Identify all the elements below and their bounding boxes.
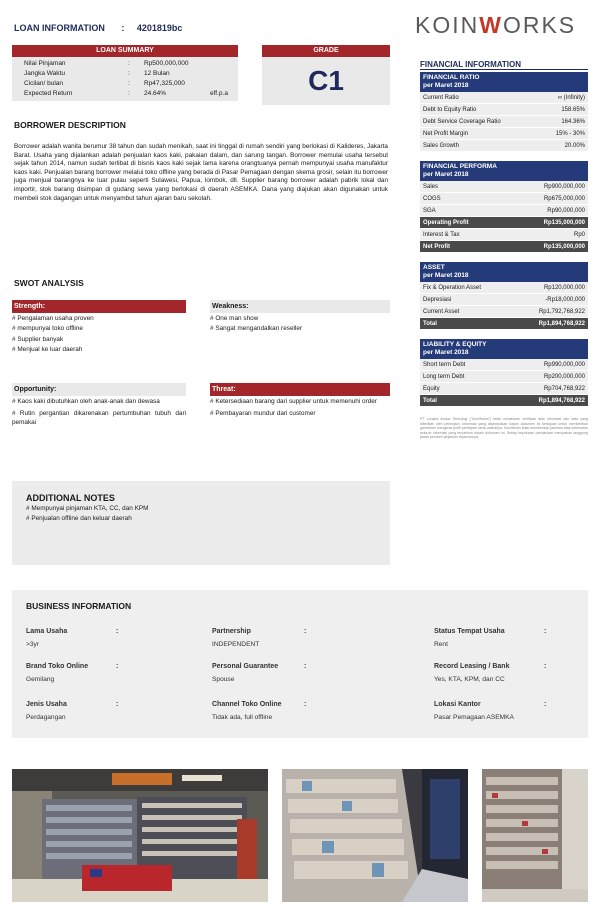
table-row: Operating Profit Rp135,000,000 <box>420 217 588 229</box>
list-item: # One man show <box>210 315 259 322</box>
store-photo-1 <box>12 769 268 902</box>
financial-ratio-header: FINANCIAL RATIO per Maret 2018 <box>420 72 588 92</box>
grade-title: GRADE <box>262 45 390 57</box>
table-row: Total Rp1,894,768,922 <box>420 395 588 407</box>
biz-value: INDEPENDENT <box>212 641 260 648</box>
list-item: # Pembayaran mundur dari customer <box>210 410 316 418</box>
table-row: Short term Debt Rp990,000,000 <box>420 359 588 371</box>
business-information: BUSINESS INFORMATION Lama Usaha : >3yr Brand Toko Online : Gemilang Jenis Usaha : Perdagangan Partnership : INDEPENDENT Personal Guarantee : Spouse Channel Toko Online : Tidak ada, full offline Status Tempat Usaha : Rent Record Leasing / Bank : Yes, KTA, KPM, dan CC Lokasi Kantor : Pasar Pemagaan ASEMKA <box>12 590 588 738</box>
table-row: Debt Service Coverage Ratio 164.36% <box>420 116 588 128</box>
list-item: # Rutin pergantian dikarenakan pertumbuhan tubuh dari pemakai <box>12 410 186 426</box>
store-photo-2 <box>282 769 468 902</box>
additional-notes <box>12 481 390 565</box>
loan-id: 4201819bc <box>136 23 183 33</box>
biz-label: Status Tempat Usaha <box>434 628 505 635</box>
loan-summary <box>12 45 238 101</box>
asset-header: ASSET per Maret 2018 <box>420 262 588 282</box>
biz-label: Brand Toko Online <box>26 663 89 670</box>
grade-box <box>262 45 390 105</box>
swot-strength <box>12 300 186 355</box>
table-row: Total Rp1,894,768,922 <box>420 318 588 330</box>
list-item: # Ketersediaan barang dari supplier untuk memenuhi order <box>210 398 377 405</box>
biz-label: Channel Toko Online <box>212 701 282 708</box>
summary-row: Expected Return : 24.64% eff.p.a <box>24 90 228 97</box>
summary-row: Cicilan/ bulan : Rp47,325,000 <box>24 80 185 87</box>
strength-title: Strength: <box>12 300 186 313</box>
swot-title: SWOT ANALYSIS <box>14 278 84 288</box>
biz-value: Rent <box>434 641 448 648</box>
list-item: # Kaos kaki dibutuhkan oleh anak-anak dan dewasa <box>12 398 160 405</box>
table-row: Long term Debt Rp200,000,000 <box>420 371 588 383</box>
table-row: Fix & Operation Asset Rp120,000,000 <box>420 282 588 294</box>
koinworks-logo: KOINWORKS <box>415 12 577 38</box>
liability-header: LIABILITY & EQUITY per Maret 2018 <box>420 339 588 359</box>
table-row: Debt to Equity Ratio 158.65% <box>420 104 588 116</box>
biz-value: >3yr <box>26 641 40 648</box>
table-row: Current Ratio ∞ (Infinity) <box>420 92 588 104</box>
biz-value: Perdagangan <box>26 714 66 721</box>
loan-info-colon: : <box>121 23 125 33</box>
financial-information <box>420 60 588 440</box>
table-row: Net Profit Margin 15% - 30% <box>420 128 588 140</box>
list-item: # Menjual ke luar daerah <box>12 346 83 354</box>
swot-weakness <box>210 300 390 334</box>
table-row: Depresiasi -Rp18,000,000 <box>420 294 588 306</box>
borrower-description: Borrower adalah wanita berumur 38 tahun dan sudah menikah, saat ini tinggal di rumah sendiri yang berlokasi di Kalideres, Jakarta Barat. Usaha yang dijalankan adalah penjualan kaos kaki, pakaian dalam, dan sarung tangan. Borrower memulai usaha tersebut sejak tahun 2014, namun sudah terlibat di bisnis kaos kaki sejak lama karena orangtuanya pernah mempunyai usaha manufaktur kaos kaki. Penjualan barang borrower melalui toko offline yang berada di Pasar Pemagaan dengan skema grosir, selain itu borrower juga menjual barangnya ke luar pulau seperti Sulawesi, Papua, lombok, dll. Supplier barang borrower adalah pabrik lokal dan importir, stok barang disimpan di gudang sewa yang berlokasi di daerah ASEMKA. Dana yang diajukan akan digunakan untuk membeli stok dagangan untuk menyambut tahun ajaran baru sekolah. <box>14 143 388 202</box>
biz-value: Yes, KTA, KPM, dan CC <box>434 676 505 683</box>
list-item: # Sangat mengandalkan reseller <box>210 325 303 333</box>
swot-opportunity <box>12 383 186 427</box>
list-item: # Penjualan offline dan keluar daerah <box>26 515 132 523</box>
biz-value: Tidak ada, full offline <box>212 714 273 721</box>
loan-summary-table <box>12 57 238 101</box>
list-item: # Mempunyai pinjaman KTA, CC, dan KPM <box>26 505 149 512</box>
loan-info-header <box>14 23 182 33</box>
threat-title: Threat: <box>210 383 390 396</box>
biz-value: Gemilang <box>26 676 55 683</box>
biz-label: Lokasi Kantor <box>434 701 481 708</box>
notes-title: ADDITIONAL NOTES <box>26 493 115 503</box>
loan-summary-title: LOAN SUMMARY <box>12 45 238 57</box>
disclaimer-text: PT Lunaria Annua Teknologi ("KoinWorks") telah melakukan verifikasi atas informasi dan data yang diberikan oleh peminjam. Informasi yang disampaikan dalam dokumen ini bertujuan untuk memberikan gambaran mengenai profil peminjam serta usahanya. KoinWorks tidak memberikan jaminan atas kebenaran seluruh informasi yang tercantum dalam dokumen ini. Setiap keputusan pendanaan merupakan tanggung jawab pemberi pinjaman sepenuhnya. <box>420 417 588 440</box>
table-row: Sales Growth 20.00% <box>420 140 588 152</box>
borrower-title: BORROWER DESCRIPTION <box>14 120 126 130</box>
table-row: Net Profit Rp135,000,000 <box>420 241 588 253</box>
biz-label: Record Leasing / Bank <box>434 663 510 670</box>
biz-value: Spouse <box>212 676 235 683</box>
store-photo-3 <box>482 769 588 902</box>
summary-row: Jangka Waktu : 12 Bulan <box>24 70 170 77</box>
biz-label: Jenis Usaha <box>26 701 67 708</box>
list-item: # Supplier banyak <box>12 335 64 343</box>
biz-label: Lama Usaha <box>26 628 68 635</box>
business-title: BUSINESS INFORMATION <box>26 601 132 611</box>
loan-info-label: LOAN INFORMATION <box>14 23 105 33</box>
swot-threat <box>210 383 390 419</box>
table-row: SGA Rp90,000,000 <box>420 205 588 217</box>
opportunity-title: Opportunity: <box>12 383 186 396</box>
table-row: Interest & Tax Rp0 <box>420 229 588 241</box>
table-row: COGS Rp675,000,000 <box>420 193 588 205</box>
biz-label: Personal Guarantee <box>212 663 279 670</box>
financial-title: FINANCIAL INFORMATION <box>420 60 588 70</box>
biz-label: Partnership <box>212 628 251 635</box>
biz-value: Pasar Pemagaan ASEMKA <box>434 714 514 721</box>
table-row: Equity Rp704,768,922 <box>420 383 588 395</box>
table-row: Current Asset Rp1,792,768,922 <box>420 306 588 318</box>
table-row: Sales Rp900,000,000 <box>420 181 588 193</box>
list-item: # Pengalaman usaha proven <box>12 315 94 322</box>
weakness-title: Weakness: <box>210 300 390 313</box>
list-item: # mempunyai toko offline <box>12 325 83 333</box>
grade-value: C1 <box>262 57 390 105</box>
financial-performa-header: FINANCIAL PERFORMA per Maret 2018 <box>420 161 588 181</box>
summary-row: Nilai Pinjaman : Rp500,000,000 <box>24 60 189 67</box>
